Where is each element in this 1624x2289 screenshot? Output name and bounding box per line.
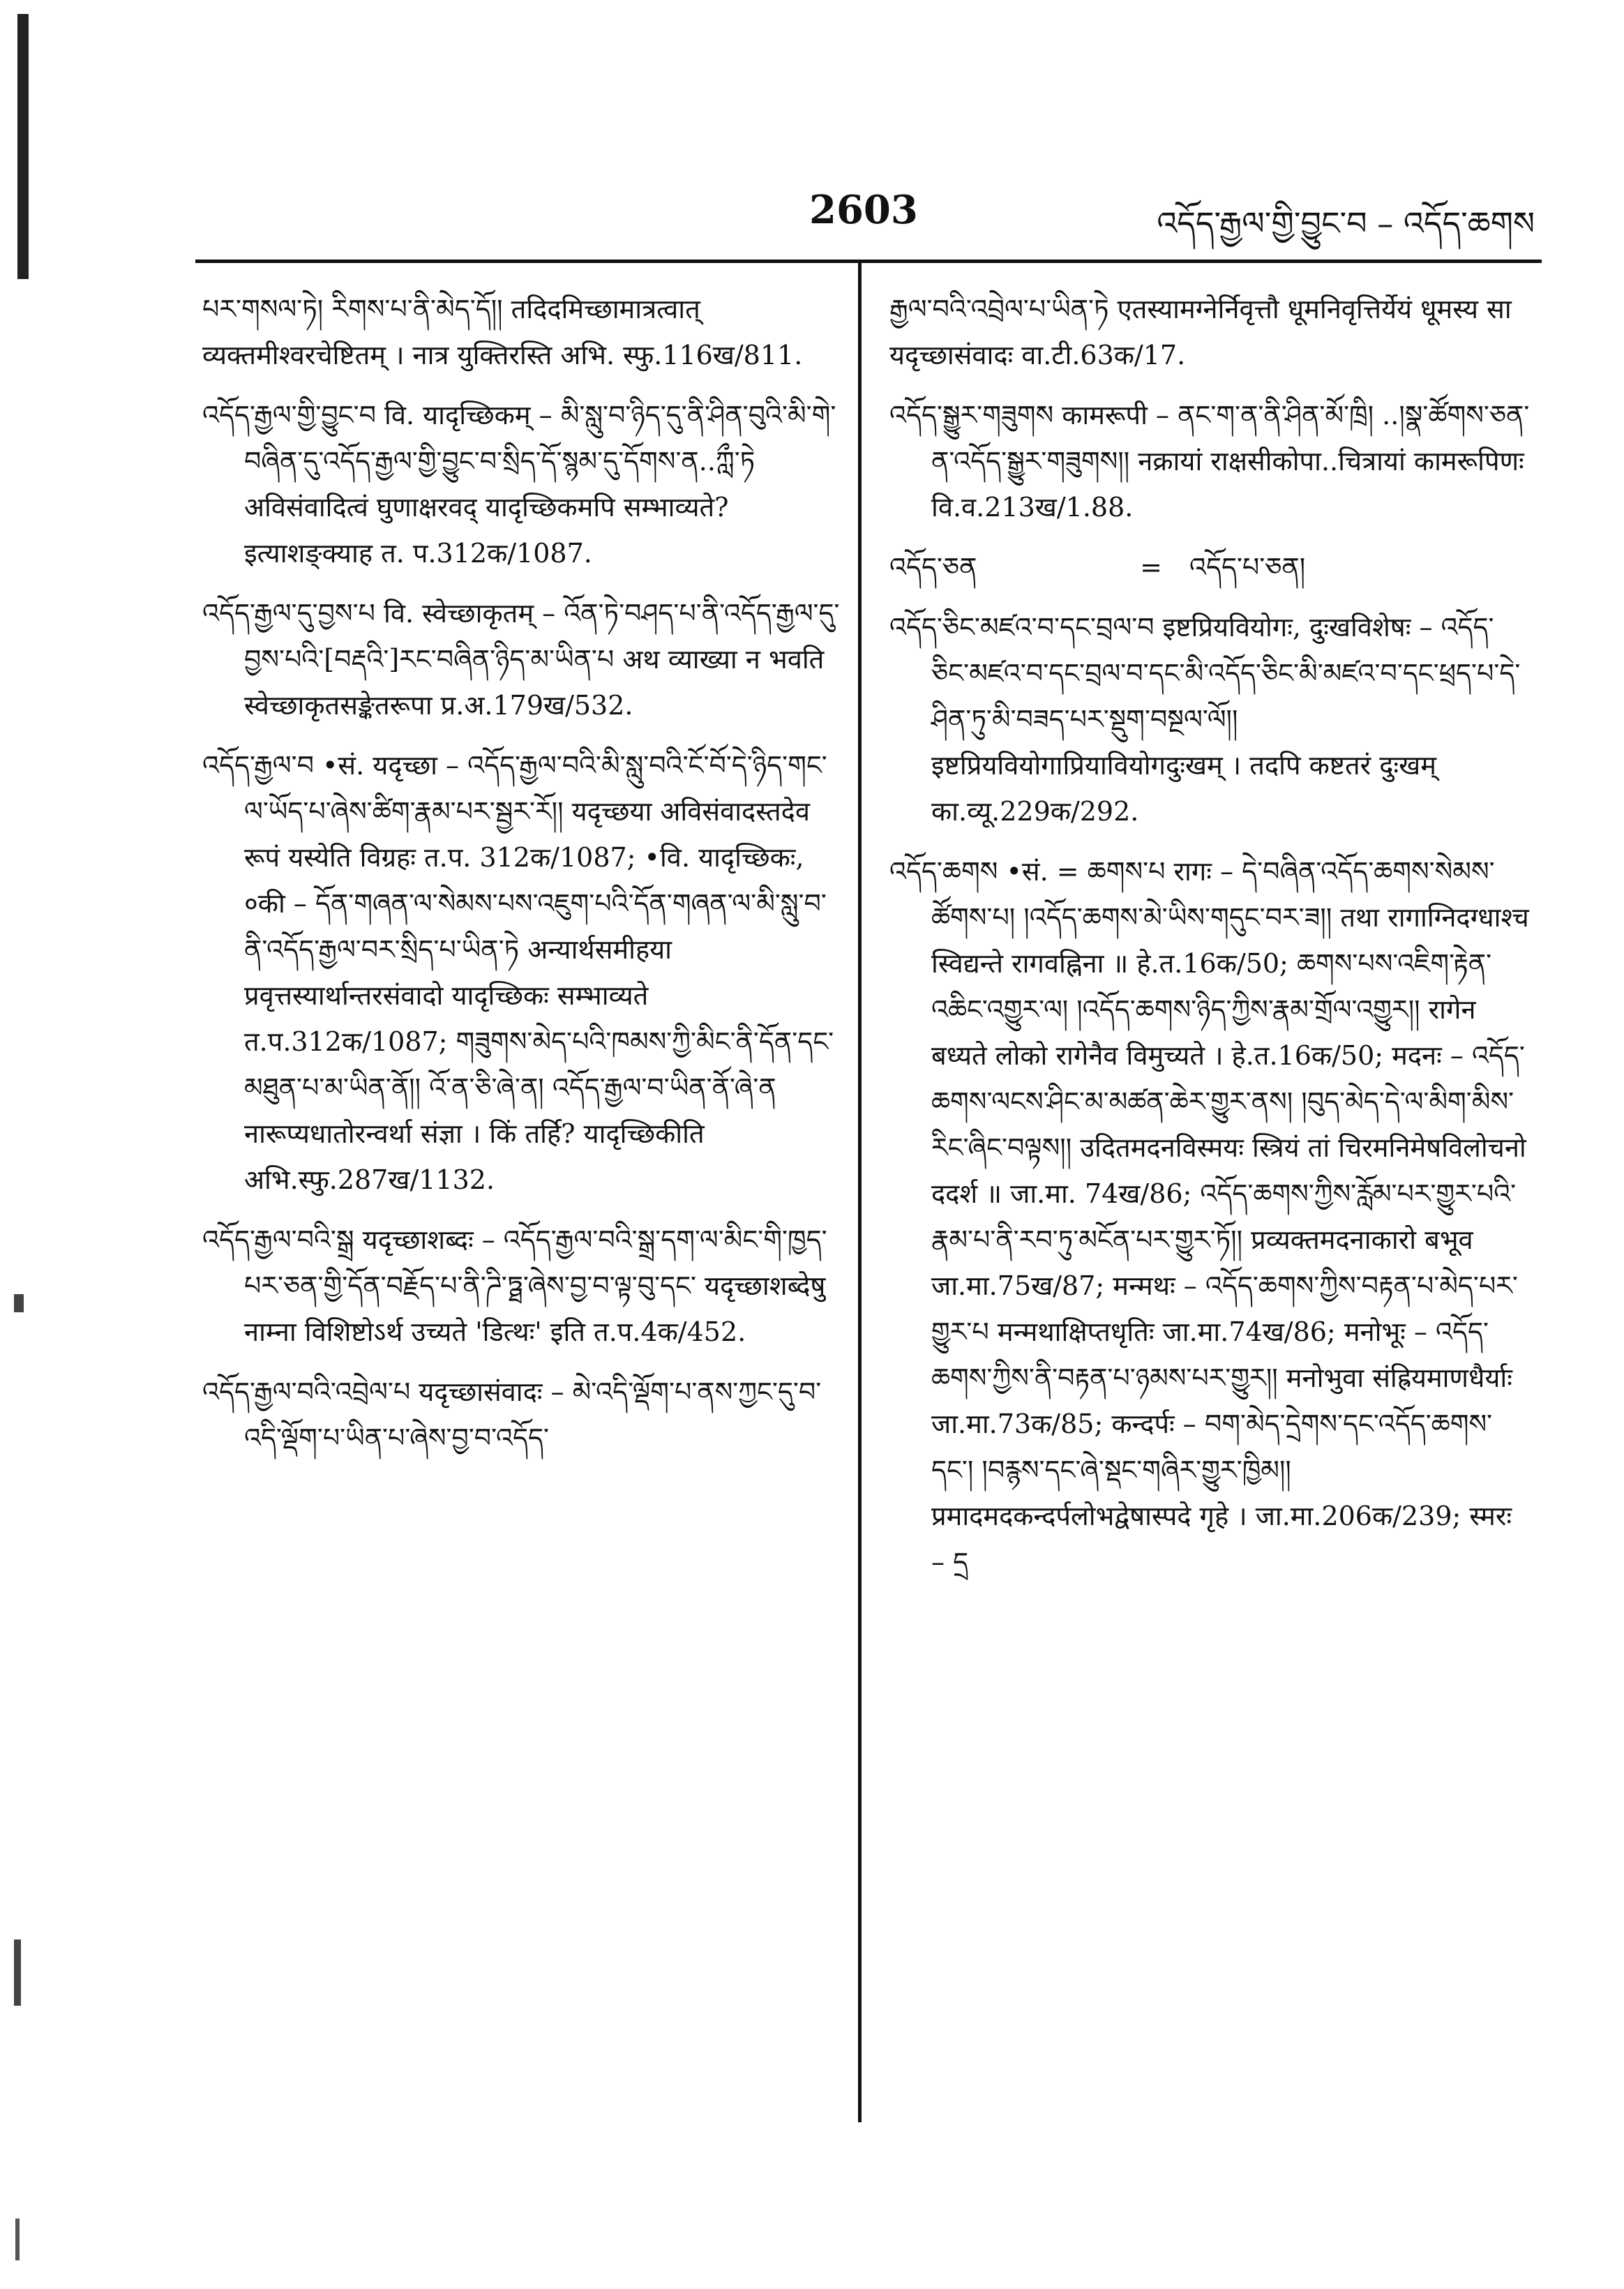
dictionary-entry: པར་གསལ་ཏེ། རིགས་པ་ནི་མེད་དོ།། तदिदमिच्छामात्रत्वात् व्यक्तमीश्वरचेष्टितम् । नात्र युक्तिरस्ति अभि. स्फु.116ख/811. bbox=[202, 294, 803, 370]
dictionary-entry: འདོད་རྒྱལ་བའི་འབྲེལ་པ यदृच्छासंवादः – མེ་འདི་ལྡོག་པ་ནས་ཀྱང་དུ་བ་འདི་ལྡོག་པ་ཡིན་པ་ཞེས་བྱ་བ་འདོད་ bbox=[202, 1376, 822, 1453]
cross-reference-entry bbox=[889, 544, 1531, 590]
dictionary-entry: འདོད་རྒྱལ་དུ་བྱས་པ वि. स्वेच्छाकृतम् – འོན་ཏེ་བཤད་པ་ནི་འདོད་རྒྱལ་དུ་བྱས་པའི་[བརྡའི་]རང་བཞིན་ཉིད་མ་ཡིན་པ अथ व्याख्या न भवति स्वेच्छाकृतसङ्केतरूपा प्र.अ.179ख/532. bbox=[202, 598, 840, 721]
page-number: 2603 bbox=[809, 187, 918, 233]
scan-edge-mark bbox=[17, 14, 29, 279]
dictionary-entry: འདོད་རྒྱལ་གྱི་བྱུང་བ वि. यादृच्छिकम् – མི་སླུ་བ་ཉིད་དུ་ནི་ཤིན་བུའི་མི་གེ་བཞིན་དུ་འདོད་རྒྱལ་གྱི་བྱུང་བ་སྲིད་དོ་སྙམ་དུ་དོགས་ན..ཀླྀ་ཏེ अविसंवादित्वं घुणाक्षरवद् यादृच्छिकमपि सम्भाव्यते? इत्याशङ्क्याह त. प.312क/1087. bbox=[202, 400, 836, 569]
right-column bbox=[889, 286, 1531, 1599]
dictionary-entry: འདོད་སྒྱུར་གཟུགས कामरूपी – ནང་ག་ན་ནི་ཤིན་མོ་ཁྲི། ..།སྣ་ཚོགས་ཅན་ན་འདོད་སྒྱུར་གཟུགས།། नक्रायां राक्षसीकोपा..चित्रायां कामरूपिणः वि.व.213ख/1.88. bbox=[889, 400, 1530, 523]
cross-reference-target: འདོད་པ་ཅན། bbox=[1189, 552, 1306, 583]
running-head: འདོད་རྒྱལ་གྱི་བྱུང་བ – འདོད་ཆགས bbox=[1157, 204, 1535, 242]
equals-sign: = bbox=[1140, 552, 1162, 583]
dictionary-entry: འདོད་ཅིང་མཛའ་བ་དང་བྲལ་བ इष्टप्रियवियोगः, दुःखविशेषः – འདོད་ཅིང་མཛའ་བ་དང་བྲལ་བ་དང་མི་འདོད་ཅིང་མི་མཛའ་བ་དང་ཕྲད་པ་དེ་ཤིན་ཏུ་མི་བཟད་པར་སྡུག་བསྔལ་ལོ།། इष्टप्रियवियोगाप्रियावियोगदुःखम् । तदपि कष्टतरं दुःखम् का.व्यू.229क/292. bbox=[889, 612, 1521, 827]
header-rule bbox=[195, 260, 1542, 263]
left-column bbox=[202, 286, 844, 1475]
cross-reference-term: འདོད་ཅན bbox=[889, 552, 977, 583]
dictionary-entry: འདོད་རྒྱལ་བའི་སྒྲ यदृच्छाशब्दः – འདོད་རྒྱལ་བའི་སྒྲ་དག་ལ་མིང་གི་ཁྱད་པར་ཅན་གྱི་དོན་བརྗོད་པ་ནི་ཌི་ཏྠ་ཞེས་བྱ་བ་ལྟ་བུ་དང་ यदृच्छाशब्देषु नाम्ना विशिष्टोऽर्थ उच्यते 'डित्थः' इति त.प.4क/452. bbox=[202, 1224, 827, 1347]
scan-edge-mark bbox=[15, 2219, 20, 2260]
dictionary-entry: འདོད་རྒྱལ་བ •सं. यदृच्छा – འདོད་རྒྱལ་བའི་མི་སླུ་བའི་ངོ་བོ་དེ་ཉིད་གང་ལ་ཡོད་པ་ཞེས་ཚིག་རྣམ་པར་སྦྱར་རོ།། यदृच्छया अविसंवादस्तदेव रूपं यस्येति विग्रहः त.प. 312क/1087; •वि. यादृच्छिकः, ०की – དོན་གཞན་ལ་སེམས་པས་འཇུག་པའི་དོན་གཞན་ལ་མི་སླུ་བ་ནི་འདོད་རྒྱལ་བར་སྲིད་པ་ཡིན་ཏེ अन्यार्थसमीहया प्रवृत्तस्यार्थान्तरसंवादो यादृच्छिकः सम्भाव्यते त.प.312क/1087; གཟུགས་མེད་པའི་ཁམས་ཀྱི་མིང་ནི་དོན་དང་མཐུན་པ་མ་ཡིན་ནོ།། འོ་ན་ཅི་ཞེ་ན། འདོད་རྒྱལ་བ་ཡིན་ནོ་ཞེ་ན नारूप्यधातोरन्वर्था संज्ञा । किं तर्हि? यादृच्छिकीति अभि.स्फु.287ख/1132. bbox=[202, 750, 834, 1195]
column-divider bbox=[858, 260, 862, 2122]
scan-edge-mark bbox=[14, 1939, 21, 2006]
dictionary-entry: འདོད་ཆགས •सं. = ཆགས་པ रागः – དེ་བཞིན་འདོད་ཆགས་སེམས་ཚོགས་པ། །འདོད་ཆགས་མེ་ཡིས་གདུང་བར་ཟ།། तथा रागाग्निदग्धाश्च स्विद्यन्ते रागवह्निना ॥ हे.त.16क/50; ཆགས་པས་འཇིག་རྟེན་འཆིང་འགྱུར་ལ། །འདོད་ཆགས་ཉིད་ཀྱིས་རྣམ་གྲོལ་འགྱུར།། रागेन बध्यते लोको रागेनैव विमुच्यते । हे.त.16क/50; मदनः – འདོད་ཆགས་ལངས་ཤིང་མ་མཚན་ཆེར་གྱུར་ནས། །བུད་མེད་དེ་ལ་མིག་མིས་རིང་ཞིང་བལྟས།། उदितमदनविस्मयः स्त्रियं तां चिरमनिमेषविलोचनो ददर्श ॥ जा.मा. 74ख/86; འདོད་ཆགས་ཀྱིས་རློམ་པར་གྱུར་པའི་རྣམ་པ་ནི་རབ་ཏུ་མངོན་པར་གྱུར་ཏོ།། प्रव्यक्तमदनाकारो बभूव जा.मा.75ख/87; मन्मथः – འདོད་ཆགས་ཀྱིས་བརྟན་པ་མེད་པར་གྱུར་པ मन्मथाक्षिप्तधृतिः जा.मा.74ख/86; मनोभूः – འདོད་ཆགས་ཀྱིས་ནི་བརྟན་པ་ཉམས་པར་གྱུར།། मनोभुवा संह्रियमाणधैर्याः जा.मा.73क/85; कन्दर्पः – བག་མེད་དྲེགས་དང་འདོད་ཆགས་དང་། །བརྙས་དང་ཞེ་སྡང་གཞིར་གྱུར་ཁྱིམ།། प्रमादमदकन्दर्पलोभद्वेषास्पदे गृहे । जा.मा.206क/239; स्मरः – དྲ bbox=[889, 856, 1529, 1577]
scan-edge-mark bbox=[14, 1294, 24, 1312]
dictionary-entry: རྒྱལ་བའི་འབྲེལ་པ་ཡིན་ཏེ एतस्यामग्नेर्निवृत्तौ धूमनिवृत्तिर्येयं धूमस्य सा यदृच्छासंवादः वा.टी.63क/17. bbox=[889, 294, 1512, 370]
